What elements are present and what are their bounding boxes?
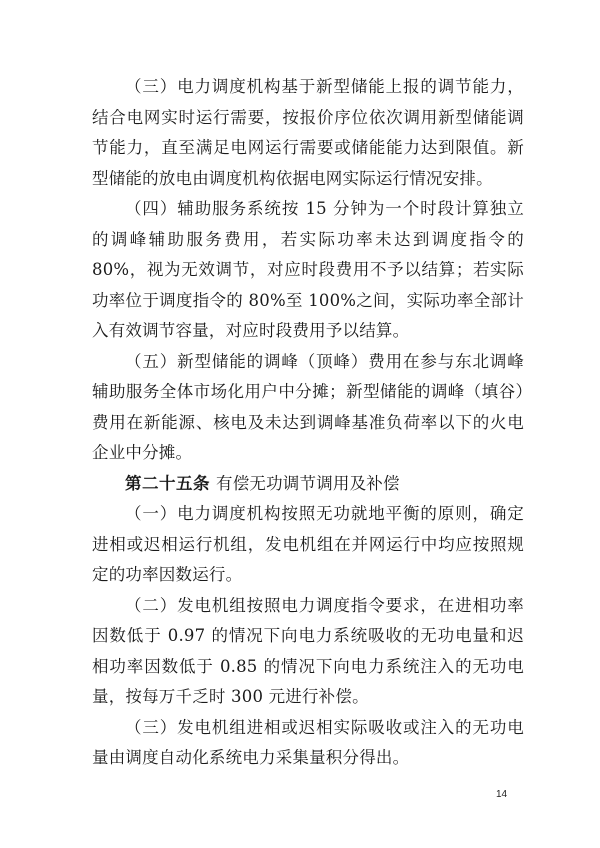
body-text bbox=[92, 72, 524, 774]
paragraph-item-5: （五）新型储能的调峰（顶峰）费用在参与东北调峰辅助服务全体市场化用户中分摊；新型储能的调峰（填谷）费用在新能源、核电及未达到调峰基准负荷率以下的火电企业中分摊。 bbox=[92, 351, 524, 462]
article-paragraph-1: （一）电力调度机构按照无功就地平衡的原则，确定进相或迟相运行机组，发电机组在并网运行中均应按照规定的功率因数运行。 bbox=[92, 504, 524, 584]
page-number: 14 bbox=[496, 789, 508, 800]
article-paragraph-2: （二）发电机组按照电力调度指令要求，在进相功率因数低于 0.97 的情况下向电力系统吸收的无功电量和迟相功率因数低于 0.85 的情况下向电力系统注入的无功电量，按每万千乏时 300 元进行补偿。 bbox=[92, 595, 524, 706]
paragraph-item-4: （四）辅助服务系统按 15 分钟为一个时段计算独立的调峰辅助服务费用，若实际功率未达到调度指令的 80%，视为无效调节，对应时段费用不予以结算；若实际功率位于调度指令的 80%至 100%之间，实际功率全部计入有效调节容量，对应时段费用予以结算。 bbox=[92, 199, 524, 340]
article-heading-text: 有偿无功调节调用及补偿 bbox=[216, 473, 400, 493]
article-paragraph-3: （三）发电机组进相或迟相实际吸收或注入的无功电量由调度自动化系统电力采集量积分得出。 bbox=[92, 717, 524, 767]
paragraph-item-3: （三）电力调度机构基于新型储能上报的调节能力，结合电网实时运行需要，按报价序位依次调用新型储能调节能力，直至满足电网运行需要或储能能力达到限值。新型储能的放电由调度机构依据电网实际运行情况安排。 bbox=[92, 77, 524, 188]
article-heading bbox=[92, 469, 524, 500]
article-number: 第二十五条 bbox=[125, 473, 210, 493]
